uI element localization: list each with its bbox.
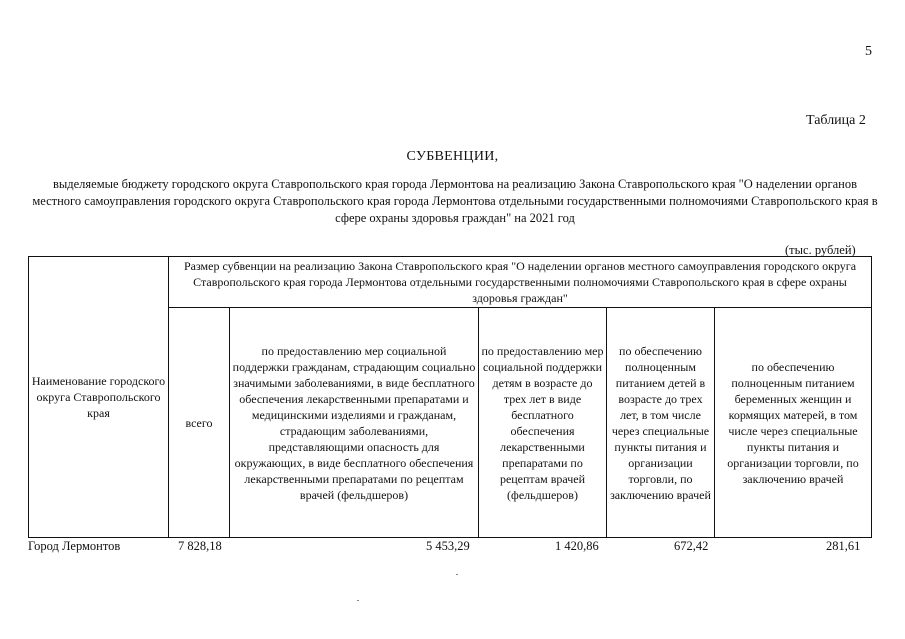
- header-column-4: по обеспечению полноценным питанием беременных женщин и кормящих матерей, в том числе через специальные пункты питания и организации торговли, по заключению врачей: [715, 308, 872, 538]
- row-value-1: 5 453,29: [426, 539, 470, 553]
- units-label: (тыс. рублей): [785, 243, 856, 257]
- subventions-table: [28, 256, 872, 538]
- scan-speck: [456, 574, 458, 575]
- row-total: 7 828,18: [178, 539, 222, 553]
- document-title: СУБВЕНЦИИ,: [406, 149, 499, 164]
- scan-speck: [357, 600, 359, 601]
- row-value-2: 1 420,86: [555, 539, 599, 553]
- row-value-3: 672,42: [674, 539, 709, 553]
- header-total-column: всего: [169, 308, 230, 538]
- row-value-4: 281,61: [826, 539, 861, 553]
- table-row: [28, 539, 871, 555]
- header-column-1: по предоставлению мер социальной поддержки гражданам, страдающим социально значимыми заболеваниями, в виде бесплатного обеспечения лекарственными препаратами и медицинскими изделиями и гражданам, страдающим заболеваниями, представляющими опасность для окружающих, в виде бесплатного обеспечения лекарственными препаратами по рецептам врачей (фельдшеров): [230, 308, 479, 538]
- header-name-column: Наименование городского округа Ставропольского края: [29, 257, 169, 538]
- page-number: 5: [865, 44, 872, 59]
- document-subtitle: выделяемые бюджету городского округа Ставропольского края города Лермонтова на реализацию Закона Ставропольского края "О наделении органов местного самоуправления городского округа Ставропольского края города Лермонтова отдельными государственными полномочиями Ставропольского края в сфере охраны здоровья граждан" на 2021 год: [32, 177, 878, 225]
- header-subvention-group: Размер субвенции на реализацию Закона Ставропольского края "О наделении органов местного самоуправления городского округа Ставропольского края города Лермонтова отдельными государственными полномочиями Ставропольского края в сфере охраны здоровья граждан": [169, 257, 872, 308]
- header-column-3: по обеспечению полноценным питанием детей в возрасте до трех лет, в том числе через специальные пункты питания и организации торговли, по заключению врачей: [607, 308, 715, 538]
- header-column-2: по предоставлению мер социальной поддержки детям в возрасте до трех лет в виде бесплатного обеспечения лекарственными препаратами по рецептам врачей (фельдшеров): [479, 308, 607, 538]
- row-name: Город Лермонтов: [28, 539, 121, 553]
- table-label: Таблица 2: [806, 113, 866, 128]
